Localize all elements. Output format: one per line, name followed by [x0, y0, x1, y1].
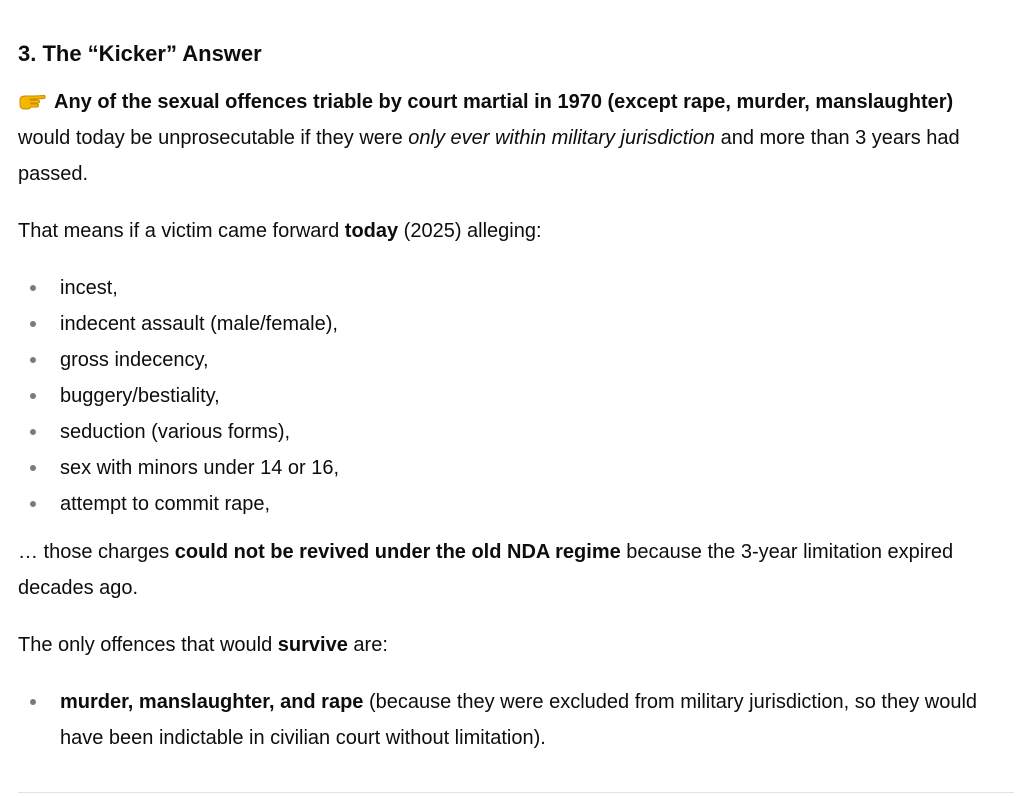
bullet-dot — [30, 429, 36, 435]
list-item-text: sex with minors under 14 or 16, — [60, 457, 340, 479]
survive-bold: survive — [277, 634, 348, 656]
victim-text-b: (2025) alleging: — [398, 220, 542, 242]
list-item — [18, 684, 994, 756]
list-item-text: seduction (various forms), — [60, 421, 291, 443]
list-item — [18, 306, 994, 342]
summary-italic: only ever within military jurisdiction — [408, 127, 716, 149]
list-item — [18, 270, 994, 306]
bullet-dot — [30, 321, 36, 327]
summary-text-b: and more than 3 years had passed. — [18, 127, 960, 185]
offences-list — [18, 270, 994, 522]
bullet-dot — [30, 501, 36, 507]
limitation-paragraph — [18, 534, 994, 606]
list-item — [18, 414, 994, 450]
summary-text-a: would today be unprosecutable if they were — [18, 127, 409, 149]
list-item — [18, 486, 994, 522]
bullet-dot — [30, 465, 36, 471]
list-item — [18, 378, 994, 414]
pointing-hand-icon — [18, 91, 46, 111]
survive-text-a: The only offences that would — [18, 634, 278, 656]
bullet-dot — [30, 699, 36, 705]
list-item — [18, 450, 994, 486]
limitation-bold: could not be revived under the old NDA regime — [174, 541, 621, 563]
victim-bold: today — [344, 220, 399, 242]
bullet-dot — [30, 357, 36, 363]
list-item-text: buggery/bestiality, — [60, 385, 220, 407]
surviving-bold: murder, manslaughter, and rape — [60, 691, 364, 713]
victim-paragraph — [18, 213, 994, 249]
list-item — [18, 342, 994, 378]
survive-text-b: are: — [347, 634, 388, 656]
list-item-text: gross indecency, — [60, 349, 209, 371]
section-heading: 3. The “Kicker” Answer — [18, 41, 262, 66]
limitation-text-a: … those charges — [18, 541, 175, 563]
list-item-text: incest, — [60, 277, 118, 299]
bullet-dot — [30, 393, 36, 399]
summary-paragraph — [18, 84, 994, 192]
list-item-text: attempt to commit rape, — [60, 493, 271, 515]
limitation-text-b: because the 3-year limitation expired decades ago. — [18, 541, 954, 599]
list-item-text: indecent assault (male/female), — [60, 313, 338, 335]
summary-bold: Any of the sexual offences triable by court martial in 1970 (except rape, murder, manslaughter) — [54, 91, 954, 113]
surviving-text: (because they were excluded from military jurisdiction, so they would have been indictable in civilian court without limitation). — [60, 691, 978, 749]
survive-paragraph — [18, 627, 994, 663]
bullet-dot — [30, 285, 36, 291]
divider — [18, 792, 1014, 793]
surviving-offences-list — [18, 684, 994, 756]
victim-text-a: That means if a victim came forward — [18, 220, 345, 242]
